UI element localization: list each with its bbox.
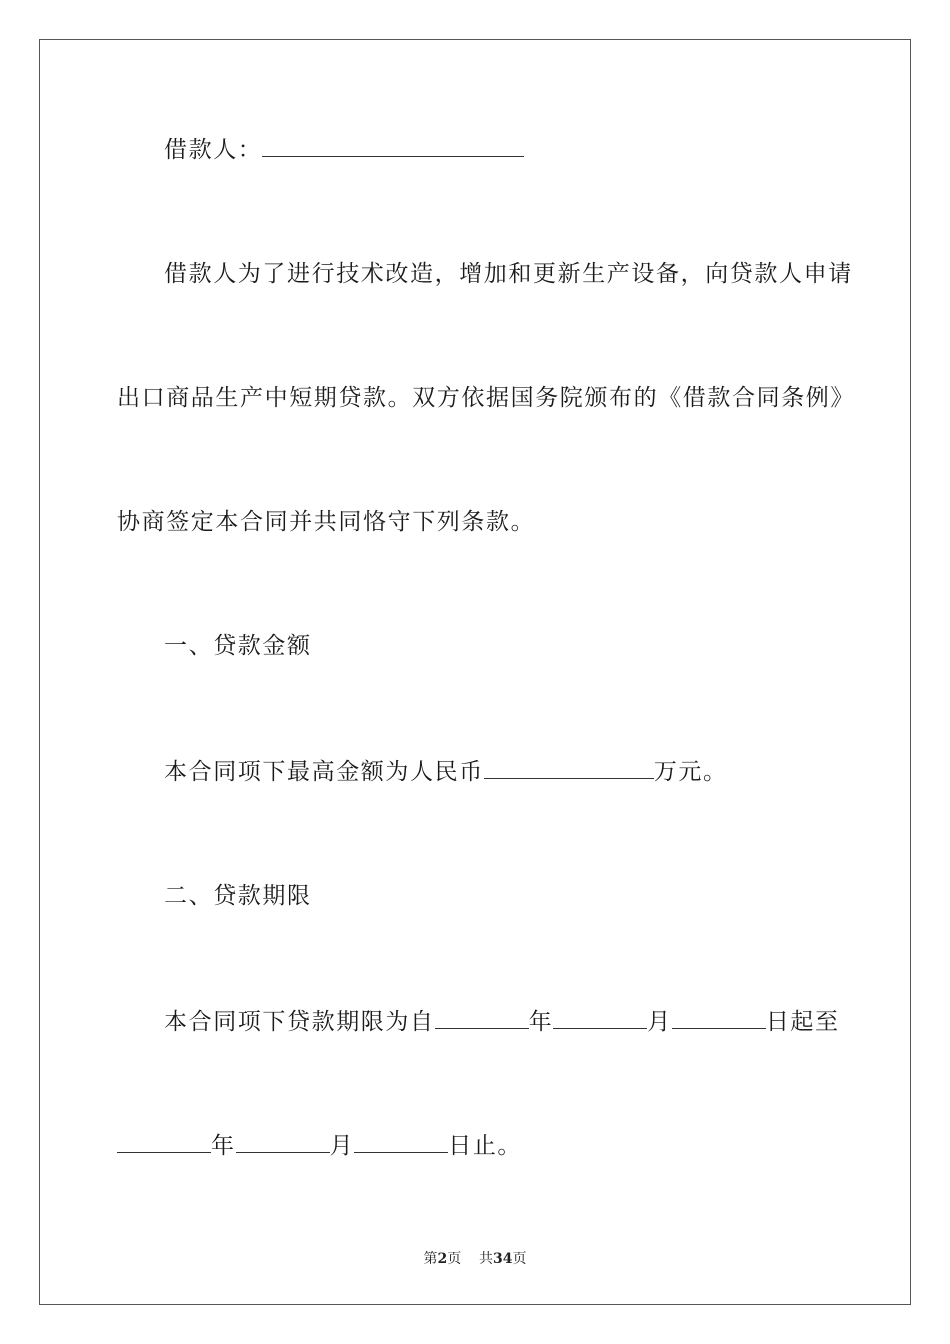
paragraph-1-line-1: 借款人为了进行技术改造，增加和更新生产设备，向贷款人申请 <box>164 261 853 287</box>
section-2-title: 二、贷款期限 <box>164 883 312 909</box>
start-month-label: 月 <box>647 1009 672 1035</box>
amount-suffix: 万元。 <box>653 759 728 785</box>
page-prefix: 第 <box>423 1251 438 1267</box>
term-line-1 <box>164 1006 840 1038</box>
start-day-blank <box>672 1006 766 1029</box>
amount-line <box>164 756 728 788</box>
total-unit: 页 <box>512 1251 527 1267</box>
page-border <box>39 39 911 1305</box>
amount-blank <box>484 756 654 779</box>
section-1-title: 一、贷款金额 <box>164 633 312 659</box>
page-unit: 页 <box>447 1251 462 1267</box>
amount-prefix: 本合同项下最高金额为人民币 <box>164 759 484 785</box>
start-year-blank <box>435 1006 529 1029</box>
borrower-label: 借款人： <box>164 137 263 163</box>
borrower-line <box>164 134 524 166</box>
total-pages: 34 <box>493 1251 513 1267</box>
borrower-blank <box>262 134 524 157</box>
page-footer <box>0 1248 950 1268</box>
total-prefix: 共 <box>479 1251 494 1267</box>
end-month-blank <box>236 1130 330 1153</box>
end-day-blank <box>354 1130 448 1153</box>
page-number: 2 <box>437 1251 448 1267</box>
end-month-label: 月 <box>329 1133 355 1159</box>
paragraph-1-line-2: 出口商品生产中短期贷款。双方依据国务院颁布的《借款合同条例》 <box>117 385 855 411</box>
end-year-label: 年 <box>211 1133 236 1159</box>
term-from-suffix: 日起至 <box>765 1009 840 1035</box>
term-line-2 <box>117 1130 522 1162</box>
start-year-label: 年 <box>528 1009 554 1035</box>
term-to-suffix: 日止。 <box>448 1133 523 1159</box>
paragraph-1-line-3: 协商签定本合同并共同恪守下列条款。 <box>117 509 536 535</box>
start-month-blank <box>553 1006 647 1029</box>
term-prefix: 本合同项下贷款期限为自 <box>164 1009 435 1035</box>
end-year-blank <box>117 1130 211 1153</box>
